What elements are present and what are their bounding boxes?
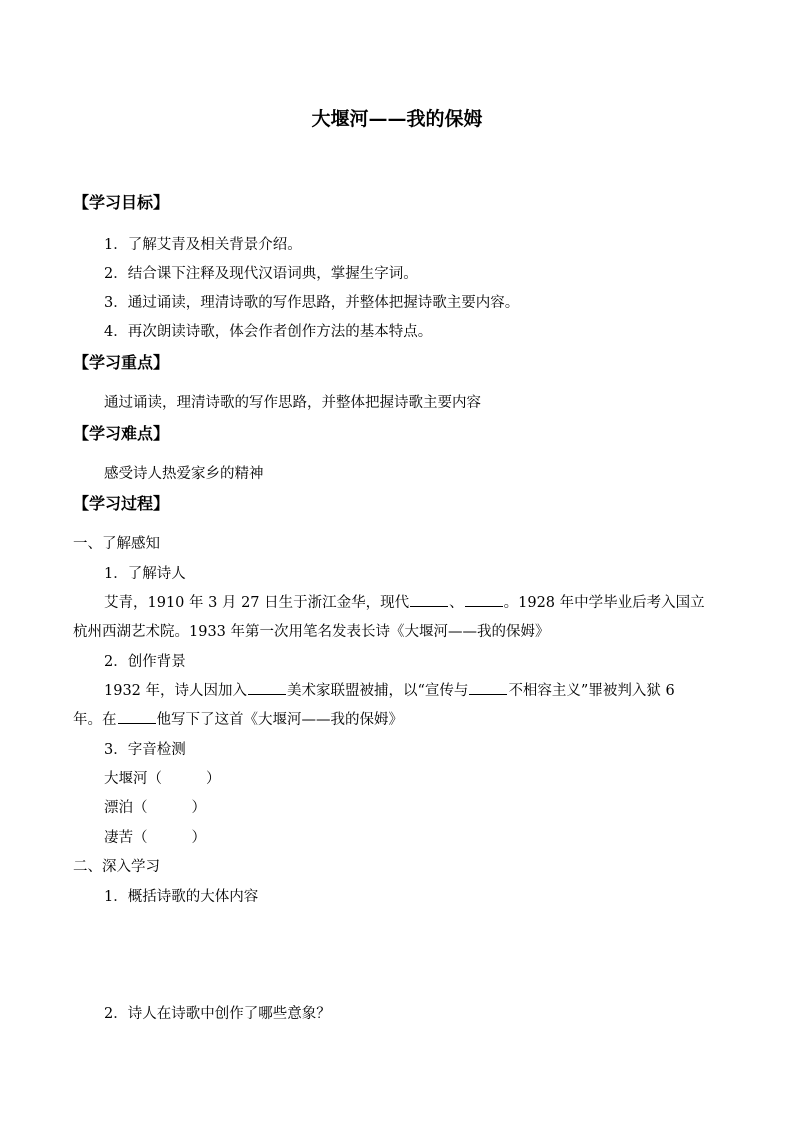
part1-heading: 一、了解感知: [73, 536, 160, 552]
question-1: 1．概括诗歌的大体内容: [104, 889, 259, 905]
question-2: 2．诗人在诗歌中创作了哪些意象？: [104, 1006, 331, 1022]
poet-line-2: 杭州西湖艺术院。1933 年第一次用笔名发表长诗《大堰河——我的保姆》: [73, 624, 550, 640]
fill-blank[interactable]: [410, 592, 448, 607]
pronunciation-item: 漂泊（ ）: [104, 800, 206, 816]
part1-item1: 1．了解诗人: [104, 566, 186, 582]
fill-blank[interactable]: [248, 680, 286, 695]
fill-blank[interactable]: [469, 680, 507, 695]
pronunciation-item: 大堰河（ ）: [104, 771, 221, 787]
goal-item: 1．了解艾青及相关背景介绍。: [104, 237, 302, 253]
goal-item: 2．结合课下注释及现代汉语词典，掌握生字词。: [104, 266, 418, 282]
part2-heading: 二、深入学习: [73, 859, 160, 875]
part1-item3: 3．字音检测: [104, 742, 186, 758]
pronunciation-item: 凄苦（ ）: [104, 830, 206, 846]
background-line-1: 1932 年，诗人因加入 美术家联盟被捕，以“宣传与 不相容主义”罪被判入狱 6: [104, 679, 675, 700]
goals-header: 【学习目标】: [73, 193, 170, 212]
process-header: 【学习过程】: [73, 494, 170, 513]
background-line-2: 年。在 他写下了这首《大堰河——我的保姆》: [73, 708, 403, 729]
goal-item: 4．再次朗读诗歌，体会作者创作方法的基本特点。: [104, 324, 433, 340]
focus-header: 【学习重点】: [73, 353, 170, 372]
focus-text: 通过诵读，理清诗歌的写作思路，并整体把握诗歌主要内容: [104, 395, 481, 411]
poet-line-1: 艾青，1910 年 3 月 27 日生于浙江金华，现代 、 。1928 年中学毕业后考入国立: [104, 591, 705, 612]
part1-item2: 2．创作背景: [104, 654, 186, 670]
page-title: 大堰河——我的保姆: [311, 108, 483, 130]
difficulty-header: 【学习难点】: [73, 424, 170, 443]
difficulty-text: 感受诗人热爱家乡的精神: [104, 466, 264, 482]
fill-blank[interactable]: [118, 709, 156, 724]
fill-blank[interactable]: [465, 592, 503, 607]
goal-item: 3．通过诵读，理清诗歌的写作思路，并整体把握诗歌主要内容。: [104, 295, 520, 311]
